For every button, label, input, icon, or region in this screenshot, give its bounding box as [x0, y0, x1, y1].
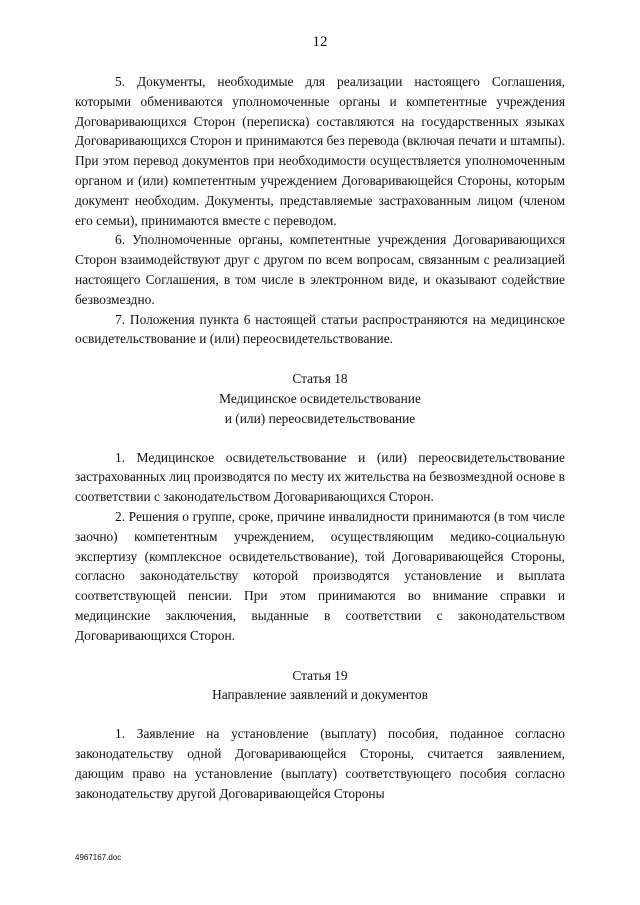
page-number: 12 [312, 34, 328, 50]
article-18-heading [75, 369, 565, 428]
article-19-paragraph-1: 1. Заявление на установление (выплату) пособия, поданное согласно законодательству одной Договаривающейся Стороны, считается заявлением, дающим право на установление (выплату) соответствующего пособия согласно законодательству другой Договаривающейся Стороны [75, 726, 565, 801]
document-body [75, 72, 565, 803]
article-19-heading [75, 666, 565, 706]
document-file-code: 4967167.doc [75, 853, 122, 862]
article-18-number: Статья 18 [292, 371, 348, 387]
article-18-paragraph-1: 1. Медицинское освидетельствование и (или) переосвидетельствование застрахованных лиц производятся по месту их жительства на безвозмездной основе в соответствии с законодательством Договаривающихся Сторон. [75, 449, 565, 505]
article-18-paragraph-2: 2. Решения о группе, сроке, причине инвалидности принимаются (в том числе заочно) компетентным учреждением, осуществляющим медико-социальную экспертизу (комплексное освидетельствование), той Договаривающейся Стороны, согласно законодательству которой производятся установление и выплата соответствующей пенсии. При этом принимаются во внимание справки и медицинские заключения, выданные в соответствии с законодательством Договаривающихся Сторон. [75, 508, 565, 643]
paragraph-5-documents: 5. Документы, необходимые для реализации настоящего Соглашения, которыми обмениваются уполномоченные органы и компетентные учреждения Договаривающихся Сторон (переписка) составляются на государственных языках Договаривающихся Сторон и принимаются без перевода (включая печати и штампы). При этом перевод документов при необходимости осуществляется уполномоченным органом и (или) компетентным учреждением Договаривающейся Стороны, которым документ необходим. Документы, представляемые застрахованным лицом (членом его семьи), принимаются вместе с переводом. [75, 74, 565, 228]
article-18-title-line-2: и (или) переосвидетельствование [224, 410, 416, 426]
article-19-number: Статья 19 [292, 667, 348, 683]
article-18-title-line-1: Медицинское освидетельствование [219, 390, 421, 406]
paragraph-6-cooperation: 6. Уполномоченные органы, компетентные учреждения Договаривающихся Сторон взаимодействуют друг с другом по всем вопросам, связанным с реализацией настоящего Соглашения, в том числе в электронном виде, и оказывают содействие безвозмездно. [75, 232, 565, 307]
paragraph-7-provisions: 7. Положения пункта 6 настоящей статьи распространяются на медицинское освидетельствование и (или) переосвидетельствование. [75, 311, 565, 347]
article-19-title: Направление заявлений и документов [212, 687, 428, 703]
